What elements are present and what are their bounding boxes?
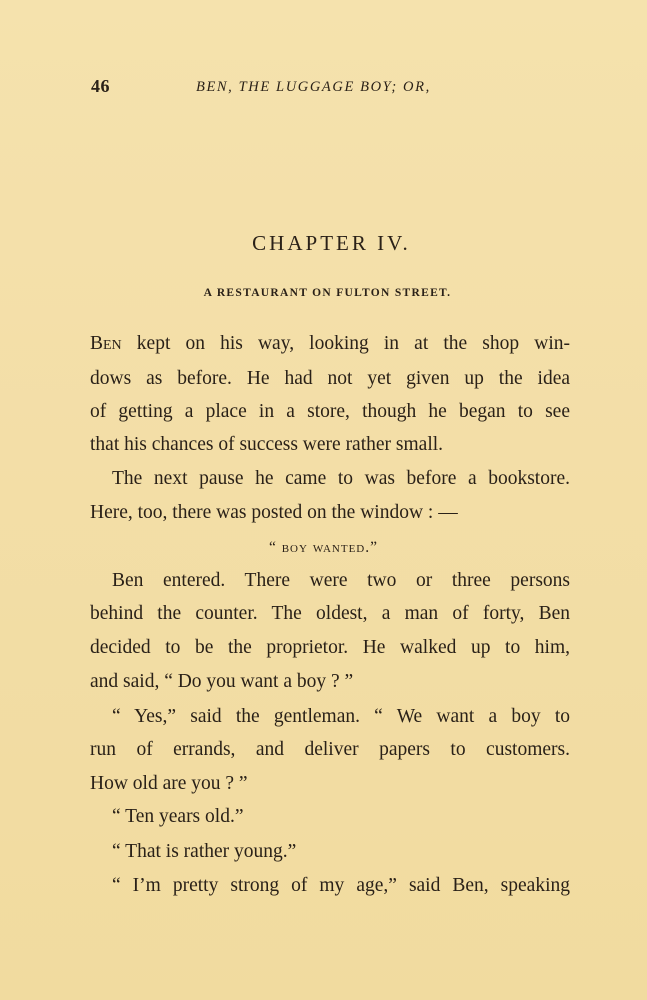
running-title: BEN, THE LUGGAGE BOY; OR, — [196, 79, 431, 95]
body-line: behind the counter. The oldest, a man of forty, Ben — [90, 603, 570, 624]
body-line: “ I’m pretty strong of my age,” said Ben, speaking — [112, 875, 570, 896]
body-line: and said, “ Do you want a boy ? ” — [90, 671, 354, 692]
page-number: 46 — [91, 76, 110, 96]
body-line: “ Yes,” said the gentleman. “ We want a boy to — [112, 706, 570, 727]
body-line: “ That is rather young.” — [112, 841, 297, 862]
body-line — [90, 331, 570, 357]
body-line: of getting a place in a store, though he began to see — [90, 401, 570, 422]
body-line: dows as before. He had not yet given up the idea — [90, 368, 570, 389]
chapter-title: CHAPTER IV. — [252, 231, 411, 255]
body-line-text: kept on his way, looking in at the shop win- — [121, 333, 570, 354]
body-line: The next pause he came to was before a bookstore. — [112, 468, 570, 489]
notice-heading: “ boy wanted.” — [268, 539, 379, 556]
body-line: Here, too, there was posted on the window : — — [90, 502, 458, 523]
chapter-subtitle: A RESTAURANT ON FULTON STREET. — [203, 287, 452, 299]
body-line: Ben entered. There were two or three persons — [112, 570, 570, 591]
body-line: decided to be the proprietor. He walked up to him, — [90, 637, 570, 658]
body-line: run of errands, and deliver papers to customers. — [90, 739, 570, 760]
body-line: that his chances of success were rather small. — [90, 434, 444, 455]
body-line: How old are you ? ” — [90, 773, 248, 794]
lead-word: Ben — [90, 333, 122, 354]
body-line: “ Ten years old.” — [112, 806, 244, 827]
